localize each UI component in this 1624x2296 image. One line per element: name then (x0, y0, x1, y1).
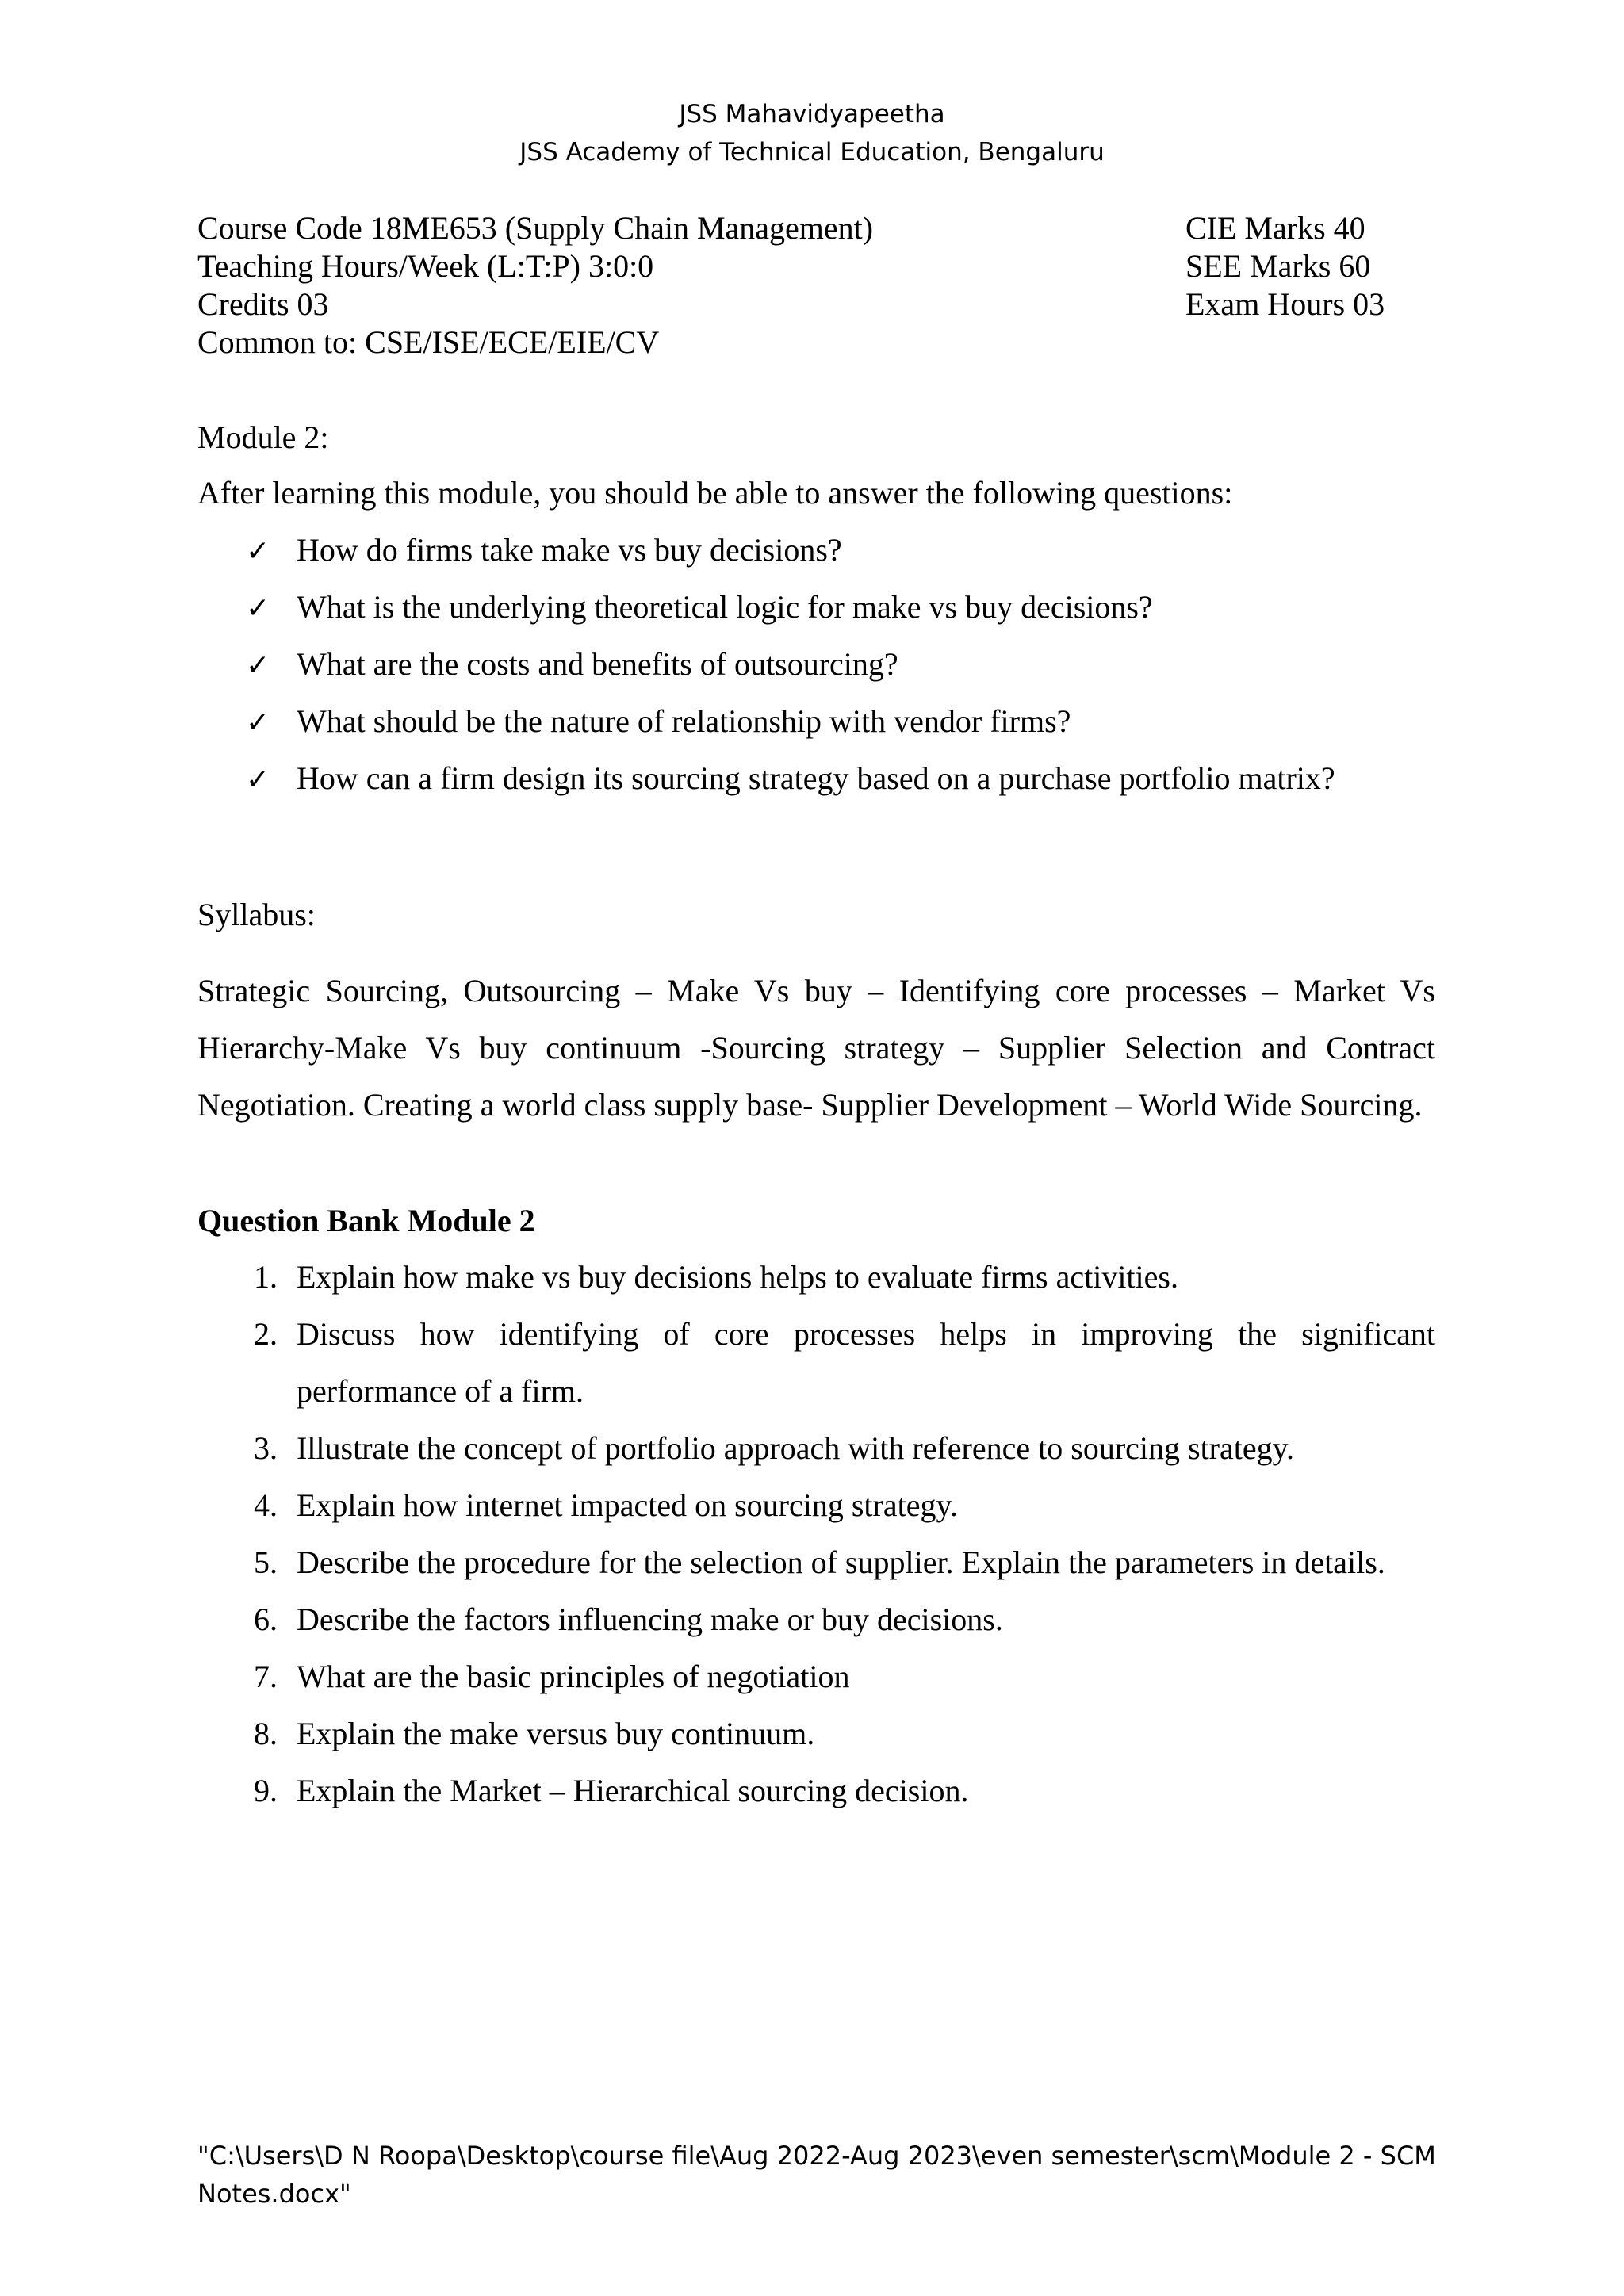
question-number: 6. (254, 1601, 278, 1637)
learning-question-text: How can a firm design its sourcing strategy based on a purchase portfolio matrix? (297, 760, 1335, 796)
learning-question-text: What is the underlying theoretical logic for make vs buy decisions? (297, 589, 1153, 625)
check-icon: ✓ (246, 592, 270, 625)
question-number: 8. (254, 1716, 278, 1751)
question-number: 1. (254, 1259, 278, 1295)
check-icon: ✓ (246, 763, 270, 796)
question-number: 2. (254, 1316, 278, 1352)
learning-question-text: How do firms take make vs buy decisions? (297, 532, 842, 568)
question-bank-title: Question Bank Module 2 (197, 1203, 535, 1238)
common-to: Common to: CSE/ISE/ECE/EIE/CV (197, 324, 660, 360)
file-path-footer: "C:\Users\D N Roopa\Desktop\course file\Aug 2022-Aug 2023\even semester\scm\Module 2 - SCM Notes.docx" (197, 2141, 1436, 2209)
institution-name: JSS Mahavidyapeetha (679, 100, 945, 128)
learning-question (246, 702, 1071, 742)
course-code: Course Code 18ME653 (Supply Chain Management) (197, 210, 874, 246)
question-text: Explain the Market – Hierarchical sourcing decision. (297, 1773, 969, 1808)
question-text: Describe the factors influencing make or buy decisions. (297, 1601, 1003, 1637)
learning-question-text: What are the costs and benefits of outsourcing? (297, 646, 898, 682)
see-marks: SEE Marks 60 (1185, 248, 1371, 284)
question-text: Describe the procedure for the selection of supplier. Explain the parameters in details. (297, 1544, 1385, 1580)
question-number: 4. (254, 1487, 278, 1523)
question-number: 9. (254, 1773, 278, 1808)
question-number: 3. (254, 1430, 278, 1466)
syllabus-title: Syllabus: (197, 897, 316, 932)
module-intro: After learning this module, you should be able to answer the following questions: (197, 475, 1233, 511)
credits: Credits 03 (197, 286, 329, 322)
learning-question (246, 760, 1335, 799)
check-icon: ✓ (246, 535, 270, 568)
learning-question-text: What should be the nature of relationship with vendor firms? (297, 703, 1071, 739)
cie-marks: CIE Marks 40 (1185, 210, 1365, 246)
question-text: What are the basic principles of negotiation (297, 1659, 850, 1694)
question-text: Explain the make versus buy continuum. (297, 1716, 815, 1751)
learning-question (246, 645, 898, 685)
learning-question (246, 588, 1153, 628)
question-text: Discuss how identifying of core processes helps in improving the significant performance of a firm. (297, 1316, 1435, 1409)
question-number: 5. (254, 1544, 278, 1580)
academy-name: JSS Academy of Technical Education, Bengaluru (519, 138, 1105, 166)
teaching-hours: Teaching Hours/Week (L:T:P) 3:0:0 (197, 248, 654, 284)
module-title: Module 2: (197, 419, 329, 455)
exam-hours: Exam Hours 03 (1185, 286, 1385, 322)
check-icon: ✓ (246, 706, 270, 739)
question-number: 7. (254, 1659, 278, 1694)
syllabus-text: Strategic Sourcing, Outsourcing – Make Vs buy – Identifying core processes – Market Vs Hierarchy-Make Vs buy continuum -Sourcing strategy – Supplier Selection and Contract Negotiation. Creating a world class supply base- Supplier Development – World Wide Sourcing. (197, 973, 1435, 1123)
question-text: Illustrate the concept of portfolio approach with reference to sourcing strategy. (297, 1430, 1295, 1466)
question-text: Explain how make vs buy decisions helps to evaluate firms activities. (297, 1259, 1178, 1295)
check-icon: ✓ (246, 649, 270, 682)
learning-question (246, 531, 842, 571)
question-text: Explain how internet impacted on sourcing strategy. (297, 1487, 958, 1523)
